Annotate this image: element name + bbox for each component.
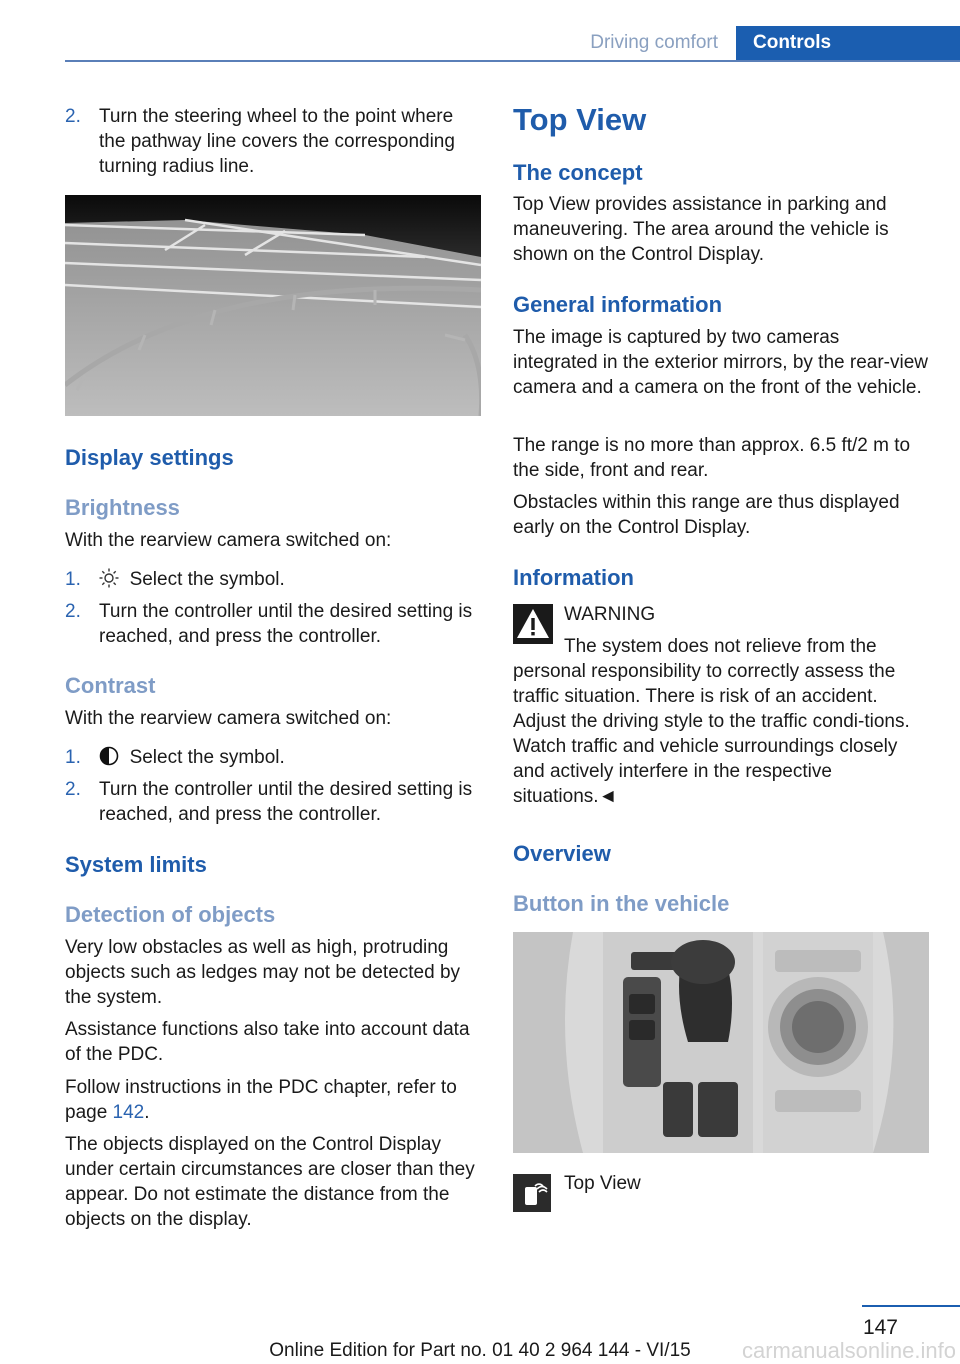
watermark: carmanualsonline.info bbox=[741, 1338, 956, 1363]
heading-general-information: General information bbox=[513, 292, 723, 317]
general-paragraph-2: The range is no more than approx. 6.5 ft/2 m to the side, front and rear. bbox=[513, 435, 911, 481]
list-text-wrap bbox=[99, 745, 481, 770]
general-paragraph-1: The image is captured by two cameras integrated in the exterior mirrors, by the rear-view camera and a camera on the front of the vehicle. bbox=[513, 327, 928, 398]
console-image bbox=[513, 932, 929, 1153]
contrast-icon bbox=[99, 746, 119, 766]
rearview-camera-illustration bbox=[65, 195, 481, 416]
list-item bbox=[65, 745, 481, 770]
detection-paragraph-3-text: Follow instructions in the PDC chapter, refer to page bbox=[65, 1077, 457, 1123]
sun-icon bbox=[99, 568, 119, 588]
list-number: 2. bbox=[65, 601, 81, 622]
general-paragraph-3: Obstacles within this range are thus displayed early on the Control Display. bbox=[513, 492, 900, 538]
list-number: 2. bbox=[65, 779, 81, 800]
brightness-intro: With the rearview camera switched on: bbox=[65, 530, 392, 551]
center-console-illustration bbox=[513, 932, 929, 1153]
list-text: Select the symbol. bbox=[129, 747, 285, 768]
list-item bbox=[65, 599, 481, 649]
list-text: Turn the controller until the desired setting is reached, and press the controller. bbox=[99, 779, 473, 825]
list-text-wrap bbox=[99, 567, 481, 592]
concept-paragraph: Top View provides assistance in parking and maneuvering. The area around the vehicle is shown on the Control Display. bbox=[513, 194, 889, 265]
detection-paragraph-1: Very low obstacles as well as high, protruding objects such as ledges may not be detected by the system. bbox=[65, 937, 461, 1008]
list-text: Turn the steering wheel to the point where the pathway line covers the corresponding turning radius line. bbox=[99, 106, 455, 177]
list-item bbox=[65, 104, 481, 184]
heading-button-in-vehicle: Button in the vehicle bbox=[513, 891, 730, 916]
heading-display-settings: Display settings bbox=[65, 445, 234, 470]
detection-paragraph-3 bbox=[65, 1075, 481, 1125]
heading-detection-of-objects: Detection of objects bbox=[65, 902, 276, 927]
detection-paragraph-3-end: . bbox=[144, 1102, 150, 1123]
list-item bbox=[65, 777, 481, 827]
list-item bbox=[65, 567, 481, 592]
edition-info: Online Edition for Part no. 01 40 2 964 144 - VI/15 bbox=[269, 1340, 691, 1361]
heading-overview: Overview bbox=[513, 841, 611, 866]
list-number: 2. bbox=[65, 106, 81, 127]
list-number: 1. bbox=[65, 747, 81, 768]
heading-contrast: Contrast bbox=[65, 673, 156, 698]
header-section: Driving comfort bbox=[590, 32, 718, 53]
list-number: 1. bbox=[65, 569, 81, 590]
heading-top-view: Top View bbox=[513, 102, 647, 137]
top-view-icon bbox=[513, 1174, 551, 1212]
list-text: Turn the controller until the desired setting is reached, and press the controller. bbox=[99, 601, 473, 647]
page-number: 147 bbox=[862, 1316, 898, 1339]
contrast-intro: With the rearview camera switched on: bbox=[65, 708, 392, 729]
detection-paragraph-2: Assistance functions also take into account data of the PDC. bbox=[65, 1019, 470, 1065]
top-view-button-label: Top View bbox=[564, 1173, 641, 1194]
heading-system-limits: System limits bbox=[65, 852, 207, 877]
header-chapter: Controls bbox=[736, 26, 960, 60]
warning-label: WARNING bbox=[564, 604, 656, 625]
rearview-camera-image bbox=[65, 195, 481, 416]
heading-information: Information bbox=[513, 565, 634, 590]
footer-rule bbox=[862, 1305, 960, 1307]
header-rule bbox=[65, 60, 960, 62]
list-text: Select the symbol. bbox=[129, 569, 285, 590]
detection-paragraph-4: The objects displayed on the Control Display under certain circumstances are closer than they appear. Do not estimate the distance from the objects on the display. bbox=[65, 1134, 475, 1230]
top-view-button-icon bbox=[513, 1174, 551, 1212]
heading-the-concept: The concept bbox=[513, 160, 643, 185]
warning-text: The system does not relieve from the personal responsibility to correctly assess the traffic situation. There is risk of an accident. Adjust the driving style to the traffic condi-tions. Watch traffic and vehicle surroundings closely and actively interfere in the respective situations.◄ bbox=[513, 636, 910, 807]
page-link[interactable]: 142 bbox=[112, 1102, 145, 1123]
heading-brightness: Brightness bbox=[65, 495, 180, 520]
